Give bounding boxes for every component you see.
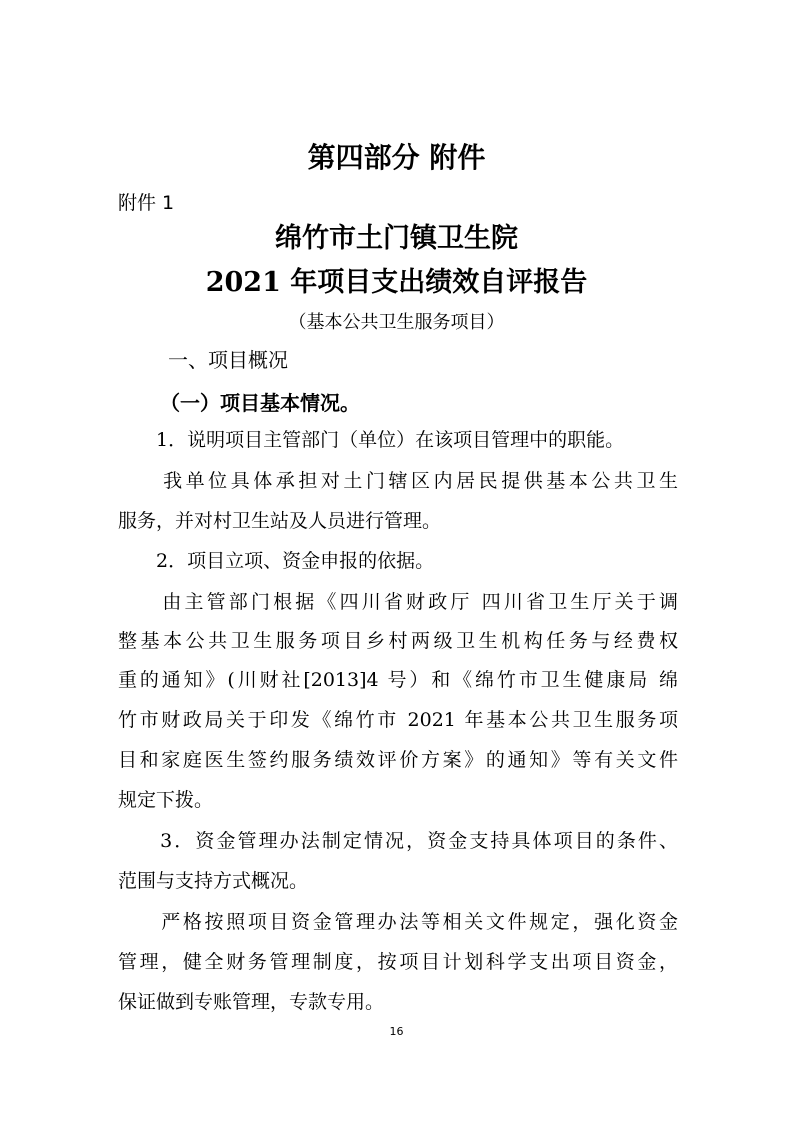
body-line: 服务，并对村卫生站及人员进行管理。 bbox=[118, 510, 442, 532]
report-title-line-1: 绵竹市土门镇卫生院 bbox=[275, 223, 518, 254]
body-line: 重的通知》(川财社[2013]4 号）和《绵竹市卫生健康局 绵 bbox=[118, 669, 678, 691]
body-line: 保证做到专账管理，专款专用。 bbox=[118, 991, 385, 1013]
body-line: 1．说明项目主管部门（单位）在该项目管理中的职能。 bbox=[118, 429, 625, 451]
part-title: 第四部分 附件 bbox=[307, 141, 486, 174]
body-line: 竹市财政局关于印发《绵竹市 2021 年基本公共卫生服务项 bbox=[118, 709, 678, 731]
attachment-label: 附件 1 bbox=[118, 192, 175, 214]
body-line: 由主管部门根据《四川省财政厅 四川省卫生厅关于调 bbox=[118, 591, 678, 613]
body-line: 规定下拨。 bbox=[118, 789, 214, 811]
body-line: 我单位具体承担对土门辖区内居民提供基本公共卫生 bbox=[118, 470, 678, 492]
body-line: 范围与支持方式概况。 bbox=[118, 870, 309, 892]
report-subtitle: （基本公共卫生服务项目） bbox=[288, 312, 505, 333]
section-heading: 一、项目概况 bbox=[168, 348, 288, 372]
page-number: 16 bbox=[389, 1025, 404, 1038]
subsection-heading: （一）项目基本情况。 bbox=[160, 391, 360, 415]
body-line: 2．项目立项、资金申报的依据。 bbox=[118, 550, 435, 572]
report-title-line-2: 2021 年项目支出绩效自评报告 bbox=[205, 267, 588, 298]
body-line: 目和家庭医生签约服务绩效评价方案》的通知》等有关文件 bbox=[118, 749, 678, 771]
body-line: 整基本公共卫生服务项目乡村两级卫生机构任务与经费权 bbox=[118, 630, 678, 652]
body-line: 严格按照项目资金管理办法等相关文件规定，强化资金 bbox=[118, 911, 678, 933]
body-line: 管理，健全财务管理制度，按项目计划科学支出项目资金， bbox=[118, 951, 678, 973]
body-line: 3．资金管理办法制定情况，资金支持具体项目的条件、 bbox=[118, 830, 678, 852]
